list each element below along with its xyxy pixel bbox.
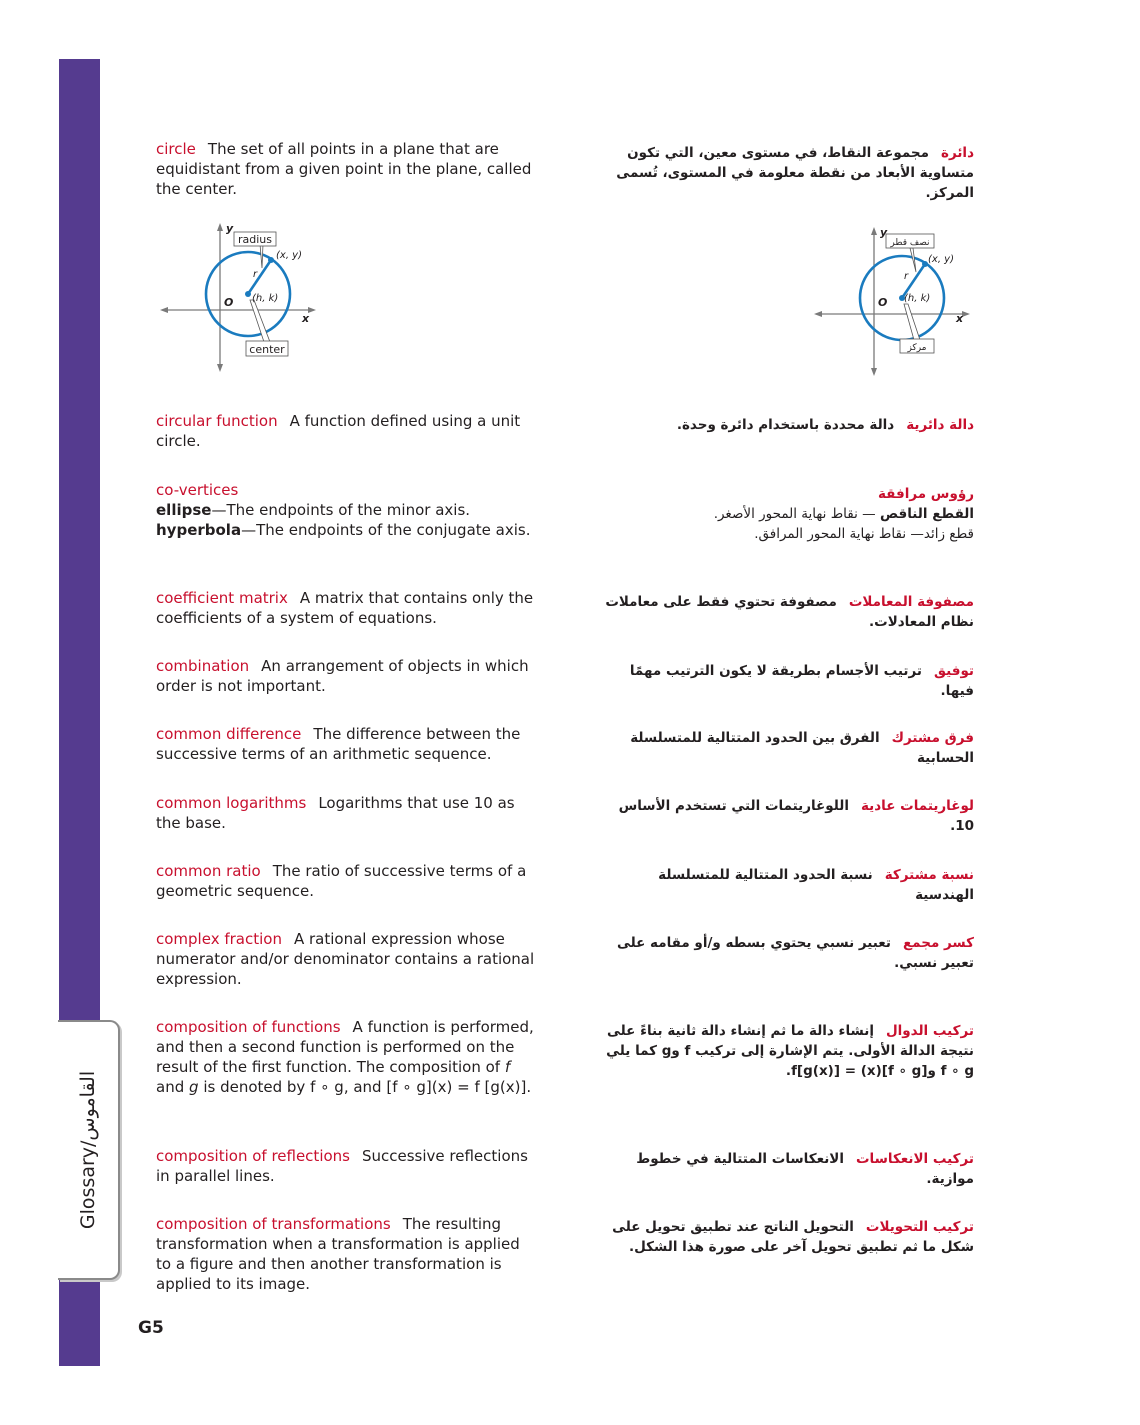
entry-composition-of-functions-en <box>156 1017 536 1097</box>
var-f: f <box>504 1058 511 1076</box>
center-point-label: (h, k) <box>252 293 279 304</box>
term: co-vertices <box>156 481 239 499</box>
definition-ar: إنشاء دالة ما ثم إنشاء دالة ثانية بناءً على نتيجة الدالة الأولى. يتم الإشارة إلى تركيب f وg كما يلي f ∘ g و[f ∘ g](x) = f[g(x)]. <box>606 1023 974 1079</box>
term-ar: تركيب الانعكاسات <box>855 1151 974 1167</box>
definition-ar: اللوغاريتمات التي تستخدم الأساس 10. <box>618 798 974 834</box>
line-text-ar: — نقاط نهاية المحور الأصغر. <box>713 506 880 522</box>
term-ar: تركيب التحويلات <box>865 1219 974 1235</box>
term-ar: رؤوس مرافقة <box>877 486 974 502</box>
definition: A matrix that contains only the coefficients of a system of equations. <box>156 589 534 627</box>
definition-ar: الانعكاسات المتتالية في خطوط موازية. <box>636 1151 974 1187</box>
circle-point <box>268 257 274 263</box>
definition: The set of all points in a plane that are equidistant from a given point in the plane, called the center. <box>156 140 532 198</box>
entry-common-logarithms-ar <box>596 796 974 836</box>
entry-combination-ar <box>596 661 974 701</box>
line-text: —The endpoints of the conjugate axis. <box>241 521 531 539</box>
radius-label: radius <box>237 233 273 246</box>
glossary-tab-label: Glossary/القاموس <box>77 1070 99 1230</box>
entry-composition-of-transformations-en <box>156 1214 536 1294</box>
definition: An arrangement of objects in which order is not important. <box>156 657 529 695</box>
line-label: hyperbola <box>156 521 242 539</box>
entry-co-vertices-en <box>156 480 536 540</box>
word-and: and <box>156 1078 185 1096</box>
term: complex fraction <box>156 930 282 948</box>
definition: The ratio of successive terms of a geometric sequence. <box>156 862 527 900</box>
entry-circle-ar <box>596 143 974 203</box>
x-label: x <box>302 312 310 325</box>
entry-complex-fraction-en <box>156 929 536 989</box>
term: composition of functions <box>156 1018 341 1036</box>
definition: A function is performed, and then a second function is performed on the result of the first function. The composition of <box>156 1018 534 1076</box>
line-label: ellipse <box>156 501 212 519</box>
x-label: x <box>956 312 964 325</box>
var-g: g <box>189 1078 199 1096</box>
term-ar: نسبة مشتركة <box>884 867 974 883</box>
definition: The resulting transformation when a transformation is applied to a figure and then another transformation is applied to its image. <box>156 1215 520 1293</box>
entry-co-vertices-ar <box>596 484 974 544</box>
center-point-label: (h, k) <box>904 293 931 304</box>
point-label: (x, y) <box>276 250 302 261</box>
term-ar: لوغاريتمات عادية <box>860 798 974 814</box>
origin-label: O <box>224 296 234 309</box>
page-number: G5 <box>138 1318 164 1338</box>
definition: Logarithms that use 10 as the base. <box>156 794 515 832</box>
circle-diagram-ar <box>804 222 974 377</box>
center-label: مركز <box>907 343 927 353</box>
line-hyperbola <box>156 520 536 540</box>
definition: A rational expression whose numerator and/or denominator contains a rational expression. <box>156 930 535 988</box>
origin-label: O <box>878 296 888 309</box>
entry-composition-of-transformations-ar <box>596 1217 974 1257</box>
entry-composition-of-reflections-ar <box>596 1149 974 1189</box>
definition-ar: التحويل الناتج عند تطبيق تحويل على شكل ما ثم تطبيق تحويل آخر على صورة هذا الشكل. <box>612 1219 974 1255</box>
entry-coefficient-matrix-ar <box>596 592 974 632</box>
notation: f ∘ g, and [f ∘ g](x) = f [g(x)]. <box>310 1078 532 1096</box>
entry-circle-en <box>156 139 536 199</box>
term-ar: دالة دائرية <box>906 417 974 433</box>
definition-ar: دالة محددة باستخدام دائرة وحدة. <box>676 417 895 433</box>
y-label: y <box>226 222 234 235</box>
is-denoted-by: is denoted by <box>203 1078 306 1096</box>
line-ellipse-ar <box>596 504 974 524</box>
definition-ar: الفرق بين الحدود المتتالية للمتسلسلة الحسابية <box>630 730 974 766</box>
line-label-ar: القطع الناقص <box>879 506 974 522</box>
center-point <box>245 291 251 297</box>
definition-ar: تعبير نسبي يحتوي بسطه و/أو مقامه على تعبير نسبي. <box>616 935 974 971</box>
definition-ar: نسبة الحدود المتتالية للمتسلسلة الهندسية <box>658 867 974 903</box>
r-label: r <box>253 269 258 280</box>
circle-diagram-en <box>150 218 320 373</box>
term: combination <box>156 657 250 675</box>
point-label: (x, y) <box>928 254 954 265</box>
term-ar: توفيق <box>933 663 974 679</box>
definition-ar: ترتيب الأجسام بطريقة لا يكون الترتيب مهمًا فيها. <box>629 663 974 699</box>
entry-common-difference-en <box>156 724 536 764</box>
entry-circular-function-en <box>156 411 536 451</box>
entry-common-ratio-en <box>156 861 536 901</box>
line-label-ar: قطع زائد <box>923 526 974 542</box>
term: common ratio <box>156 862 261 880</box>
term: circle <box>156 140 196 158</box>
entry-coefficient-matrix-en <box>156 588 536 628</box>
term-ar: تركيب الدوال <box>885 1023 974 1039</box>
entry-common-logarithms-en <box>156 793 536 833</box>
definition: A function defined using a unit circle. <box>156 412 521 450</box>
radius-segment <box>248 260 271 294</box>
term-ar: فرق مشترك <box>891 730 974 746</box>
line-ellipse <box>156 500 536 520</box>
entry-complex-fraction-ar <box>596 933 974 973</box>
definition-ar: مجموعة النقاط، في مستوى معين، التي تكون متساوية الأبعاد من نقطة معلومة في المستوى، تُسمى المركز. <box>616 145 974 201</box>
term: common logarithms <box>156 794 307 812</box>
entry-combination-en <box>156 656 536 696</box>
term: coefficient matrix <box>156 589 288 607</box>
r-label: r <box>904 271 909 282</box>
line-text: —The endpoints of the minor axis. <box>211 501 471 519</box>
radius-label: نصف قطر <box>890 238 930 248</box>
definition-ar: مصفوفة تحتوي فقط على معاملات نظام المعادلات. <box>605 594 974 630</box>
definition: Successive reflections in parallel lines. <box>156 1147 528 1185</box>
line-hyperbola-ar <box>596 524 974 544</box>
y-label: y <box>880 226 888 239</box>
term-ar: كسر مجمع <box>902 935 974 951</box>
term: composition of transformations <box>156 1215 391 1233</box>
glossary-tab[interactable] <box>58 1020 120 1280</box>
term: circular function <box>156 412 278 430</box>
center-label: center <box>249 343 285 356</box>
entry-composition-of-functions-ar <box>596 1021 974 1081</box>
definition: The difference between the successive terms of an arithmetic sequence. <box>156 725 521 763</box>
entry-composition-of-reflections-en <box>156 1146 536 1186</box>
line-text-ar: — نقاط نهاية المحور المرافق. <box>754 526 924 542</box>
term-ar: دائرة <box>941 145 974 161</box>
term-ar: مصفوفة المعاملات <box>848 594 974 610</box>
entry-common-ratio-ar <box>596 865 974 905</box>
entry-circular-function-ar <box>596 415 974 435</box>
term: common difference <box>156 725 302 743</box>
entry-common-difference-ar <box>596 728 974 768</box>
term: composition of reflections <box>156 1147 350 1165</box>
